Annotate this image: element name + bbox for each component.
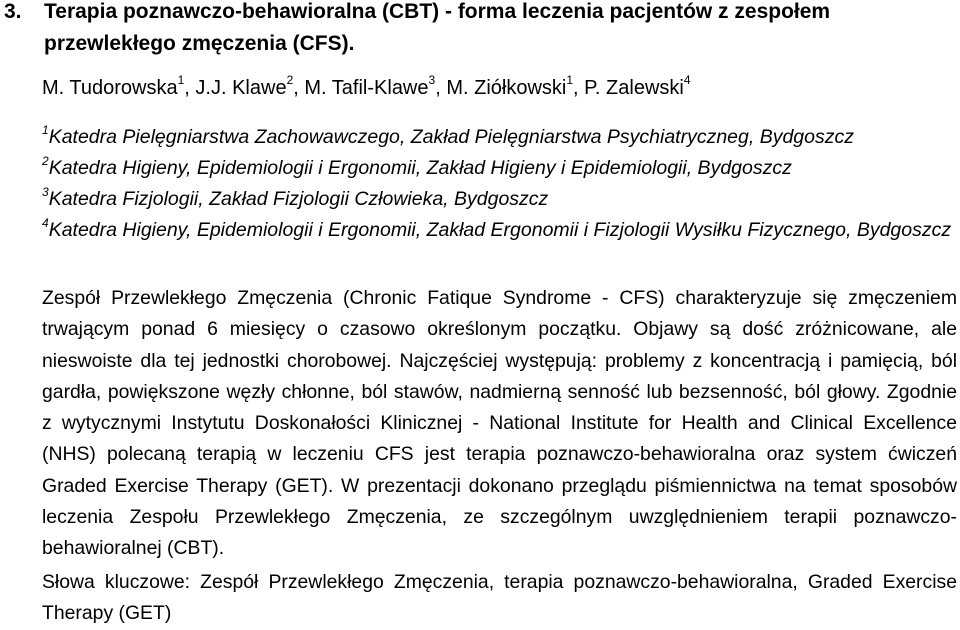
author xyxy=(304,73,447,99)
abstract-section xyxy=(4,283,957,565)
author-separator: , xyxy=(435,77,447,99)
author-affiliation-sup: 2 xyxy=(286,73,294,88)
author-name: M. Tafil-Klawe xyxy=(304,77,429,99)
section-title xyxy=(4,0,954,60)
affiliation-text: Katedra Fizjologii, Zakład Fizjologii Człowieka, Bydgoszcz xyxy=(48,188,549,210)
affiliation-sup: 1 xyxy=(42,122,49,137)
author-affiliation-sup: 4 xyxy=(683,73,691,88)
author xyxy=(584,73,691,99)
author-separator: , xyxy=(293,77,305,99)
affiliation-text: Katedra Higieny, Epidemiologii i Ergonomii, Zakład Ergonomii i Fizjologii Wysiłku Fizycznego, Bydgoszcz xyxy=(48,219,952,241)
affiliation-text: Katedra Higieny, Epidemiologii i Ergonomii, Zakład Higieny i Epidemiologii, Bydgoszcz xyxy=(48,157,792,179)
author-name: P. Zalewski xyxy=(584,77,684,99)
author-affiliation-sup: 1 xyxy=(177,73,185,88)
author-separator: , xyxy=(573,77,585,99)
author-affiliation-sup: 3 xyxy=(428,73,436,88)
keywords-paragraph: Słowa kluczowe: Zespół Przewlekłego Zmęczenia, terapia poznawczo-behawioralna, Graded Exercise Therapy (GET) xyxy=(42,571,957,625)
affiliation-item xyxy=(42,153,957,184)
affiliation-list xyxy=(42,122,957,246)
affiliation-sup: 2 xyxy=(42,153,49,168)
affiliation-item xyxy=(42,215,957,246)
section-number: 3. xyxy=(4,0,22,23)
author xyxy=(195,73,305,99)
keywords-section xyxy=(4,567,957,630)
author-separator: , xyxy=(184,77,196,99)
author-name: M. Ziółkowski xyxy=(446,77,567,99)
author-name: M. Tudorowska xyxy=(42,77,178,99)
author xyxy=(42,73,196,99)
author-name: J.J. Klawe xyxy=(195,77,287,99)
affiliation-sup: 3 xyxy=(42,184,49,199)
affiliation-text: Katedra Pielęgniarstwa Zachowawczego, Zakład Pielęgniarstwa Psychiatryczneg, Bydgoszcz xyxy=(48,126,854,148)
affiliation-item xyxy=(42,122,957,153)
author xyxy=(446,73,585,99)
abstract-paragraph: Zespół Przewlekłego Zmęczenia (Chronic Fatique Syndrome - CFS) charakteryzuje się zmęczeniem trwającym ponad 6 miesięcy o czasowo określonym początku. Objawy są dość zróżnicowane, ale nieswoiste dla tej jednostki chorobowej. Najczęściej występują: problemy z koncentracją i pamięcią, ból gardła, powiększone węzły chłonne, ból stawów, nadmierną senność lub bezsenność, ból głowy. Zgodnie z wytycznymi Instytutu Doskonałości Klinicznej - National Institute for Health and Clinical Excellence (NHS) polecaną terapią w leczeniu CFS jest terapia poznawczo-behawioralna oraz system ćwiczeń Graded Exercise Therapy (GET). W prezentacji dokonano przeglądu piśmiennictwa na temat sposobów leczenia Zespołu Przewlekłego Zmęczenia, ze szczególnym uwzględnieniem terapii poznawczo-behawioralnej (CBT). xyxy=(42,287,957,560)
author-affiliation-sup: 1 xyxy=(566,73,574,88)
affiliation-sup: 4 xyxy=(42,215,49,230)
affiliation-item xyxy=(42,184,957,215)
author-list xyxy=(42,73,691,103)
article-title: Terapia poznawczo-behawioralna (CBT) - forma leczenia pacjentów z zespołem przewlekłego zmęczenia (CFS). xyxy=(44,0,831,55)
